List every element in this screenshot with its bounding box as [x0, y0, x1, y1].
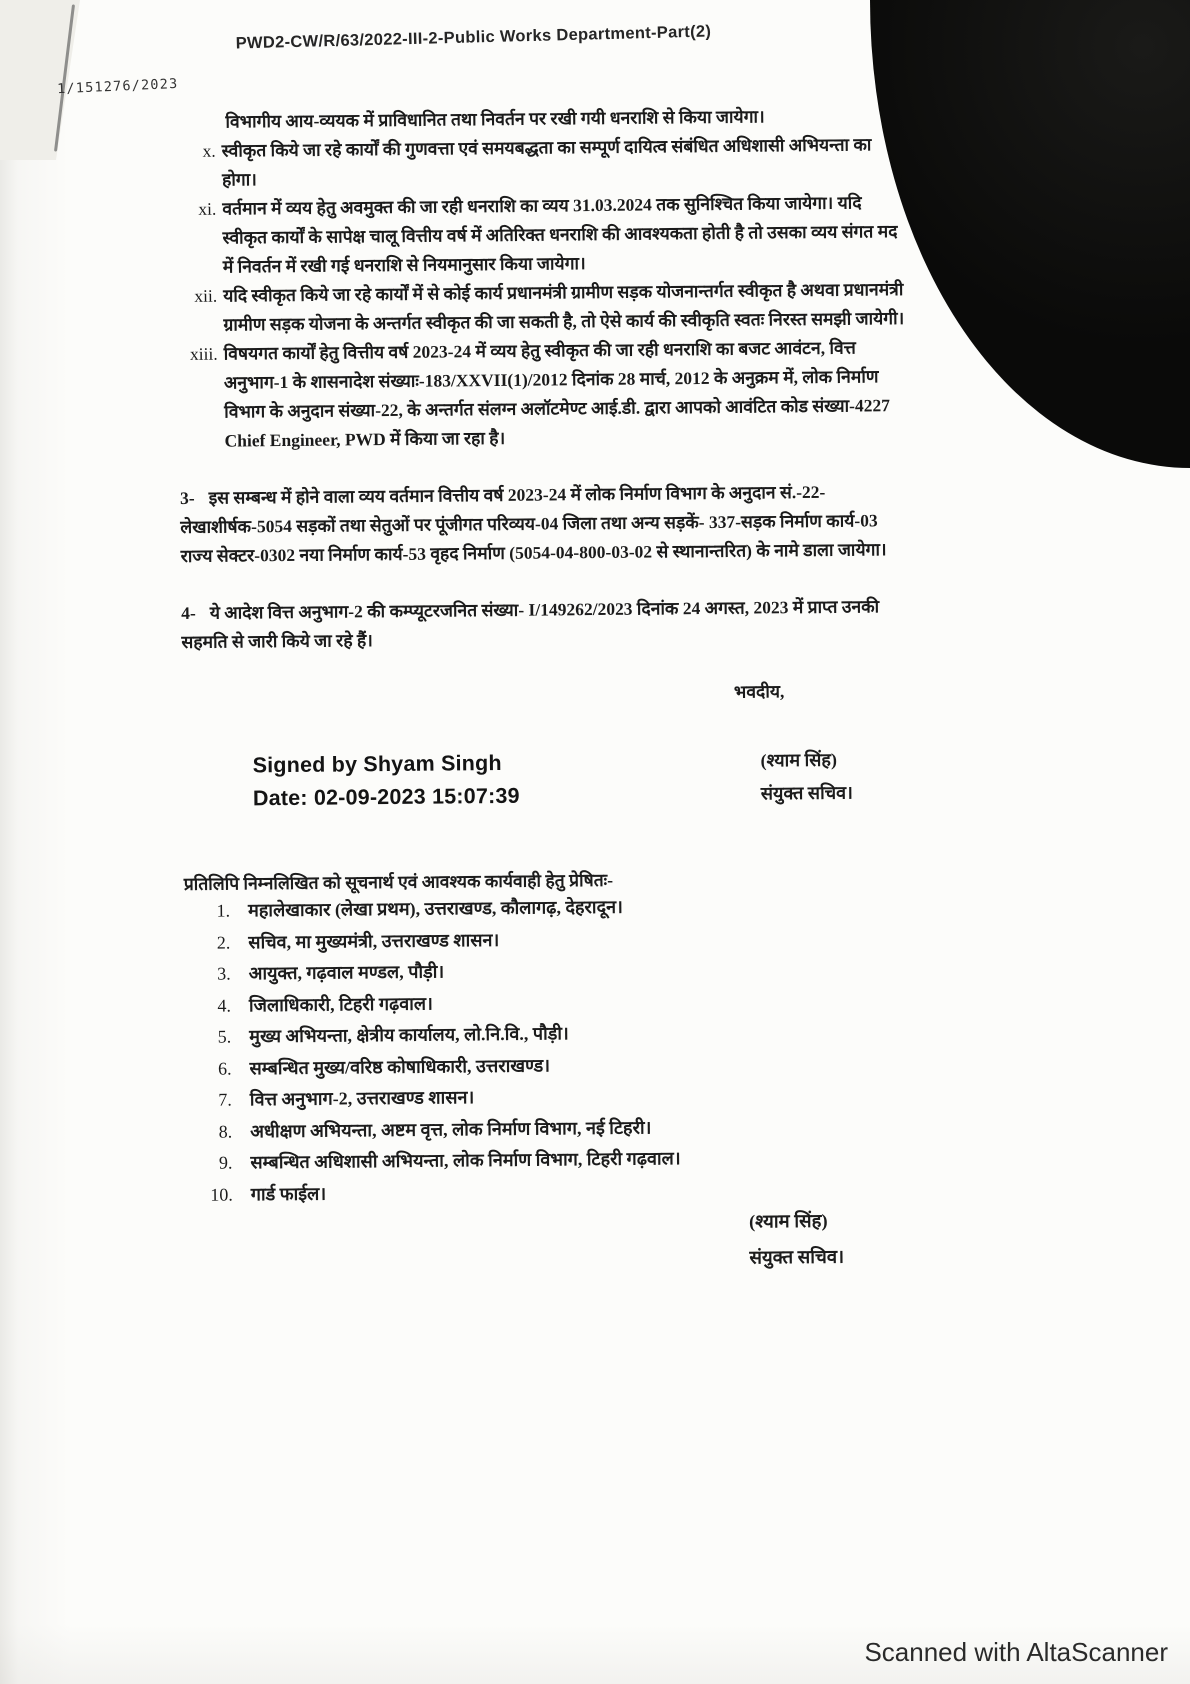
list-number: 5.	[217, 1026, 232, 1047]
paragraph-4	[181, 592, 910, 657]
list-number: 1.	[216, 900, 231, 921]
footer-signature-block	[749, 1204, 844, 1277]
scanner-watermark: Scanned with AltaScanner	[864, 1637, 1168, 1667]
signatory-name-block	[760, 744, 853, 811]
list-text: अधीक्षण अभियन्ता, अष्टम वृत्त, लोक निर्माण विभाग, नई टिहरी।	[250, 1117, 652, 1141]
signatory-title: संयुक्त सचिव।	[749, 1247, 845, 1269]
clause-item-x	[177, 130, 906, 195]
clause-text: वर्तमान में व्यय हेतु अवमुक्त की जा रही धनराशि का व्यय 31.03.2024 तक सुनिश्चित किया जायेगा। यदि स्वीकृत कार्यों के सापेक्ष चालू वित्तीय वर्ष में अतिरिक्त धनराशि की आवश्यकता होती है तो उसका व्यय संगत मद में निवर्तन में रखी गई धनराशि से नियमानुसार किया जायेगा।	[222, 192, 898, 277]
clause-text: स्वीकृत किये जा रहे कार्यों की गुणवत्ता एवं समयबद्धता का सम्पूर्ण दायित्व संबंधित अधिशासी अभियन्ता का होगा।	[221, 134, 872, 190]
list-text: सम्बन्धित अधिशासी अभियन्ता, लोक निर्माण विभाग, टिहरी गढ़वाल।	[250, 1148, 681, 1173]
signatory-name: (श्याम सिंह)	[760, 749, 838, 771]
clause-number: x.	[202, 140, 216, 161]
list-number: 10.	[210, 1184, 233, 1205]
list-text: गार्ड फाईल।	[250, 1183, 327, 1204]
clause-item-xi	[177, 188, 906, 282]
list-text: सम्बन्धित मुख्य/वरिष्ठ कोषाधिकारी, उत्तराखण्ड।	[249, 1054, 551, 1078]
clause-item-xii	[178, 275, 907, 340]
list-number: 9.	[218, 1152, 233, 1173]
letter-body	[176, 101, 910, 712]
computer-ref-number: 1/151276/2023	[56, 75, 179, 98]
signature-date-line: Date: 02-09-2023 15:07:39	[252, 783, 520, 811]
clause-text: विषयगत कार्यों हेतु वित्तीय वर्ष 2023-24 में व्यय हेतु स्वीकृत की जा रही धनराशि का बजट आवंटन, वित्त अनुभाग-1 के शासनादेश संख्याः-183/XXVII(1)/2012 दिनांक 28 मार्च, 2012 के अनुक्रम में, लोक निर्माण विभाग के अनुदान संख्या-22, के अन्तर्गत संलग्न अलॉटमेण्ट आई.डी. द्वारा आपको आवंटित कोड संख्या-4227 Chief Engineer, PWD में किया जा रहा है।	[223, 337, 891, 451]
list-number: 4.	[217, 995, 232, 1016]
signed-by-line: Signed by Shyam Singh	[252, 750, 502, 778]
list-text: आयुक्त, गढ़वाल मण्डल, पौड़ी।	[248, 961, 445, 984]
paragraph-number: 3-	[179, 487, 195, 509]
paragraph-text: इस सम्बन्ध में होने वाला व्यय वर्तमान वित्तीय वर्ष 2023-24 में लोक निर्माण विभाग के अनुदान सं.-22-लेखाशीर्षक-5054 सड़कों तथा सेतुओं पर पूंजीगत परिव्यय-04 जिला तथा अन्य सड़कें- 337-सड़क निर्माण कार्य-03 राज्य सेक्टर-0302 नया निर्माण कार्य-53 वृहद निर्माण (5054-04-800-03-02 से स्थानान्तरित) के नामे डाला जायेगा।	[180, 481, 887, 567]
list-text: जिलाधिकारी, टिहरी गढ़वाल।	[248, 993, 433, 1015]
list-number: 8.	[218, 1121, 233, 1142]
copy-to-list	[184, 889, 897, 1211]
paragraph-3	[180, 477, 909, 571]
list-text: मुख्य अभियन्ता, क्षेत्रीय कार्यालय, लो.नि.वि., पौड़ी।	[249, 1023, 569, 1047]
clause-text: यदि स्वीकृत किये जा रहे कार्यों में से कोई कार्य प्रधानमंत्री ग्रामीण सड़क योजनान्तर्गत स्वीकृत है अथवा प्रधानमंत्री ग्रामीण सड़क योजना के अन्तर्गत स्वीकृत की जा सकती है, तो ऐसे कार्य की स्वीकृति स्वतः निरस्त समझी जायेगी।	[223, 279, 905, 335]
list-text: महालेखाकार (लेखा प्रथम), उत्तराखण्ड, कौलागढ़, देहरादून।	[247, 896, 623, 921]
paragraph-text: ये आदेश वित्त अनुभाग-2 की कम्प्यूटरजनित संख्या- I/149262/2023 दिनांक 24 अगस्त, 2023 में प्राप्त उनकी सहमति से जारी किये जा रहे हैं।	[181, 596, 880, 653]
list-text: वित्त अनुभाग-2, उत्तराखण्ड शासन।	[249, 1087, 475, 1110]
clause-number: xi.	[198, 198, 217, 219]
file-reference-header: PWD2-CW/R/63/2022-III-2-Public Works Department-Part(2)	[235, 22, 712, 53]
copy-to-heading: प्रतिलिपि निम्नलिखित को सूचनार्थ एवं आवश्यक कार्यवाही हेतु प्रेषितः-	[183, 869, 614, 894]
intro-line: विभागीय आय-व्ययक में प्राविधानित तथा निवर्तन पर रखी गयी धनराशि से किया जायेगा।	[225, 106, 765, 132]
signatory-title: संयुक्त सचिव।	[760, 782, 854, 804]
list-number: 2.	[216, 932, 231, 953]
clause-item-xiii	[179, 333, 908, 456]
paragraph-number: 4-	[181, 602, 196, 624]
salutation: भवदीय,	[733, 681, 785, 702]
list-number: 3.	[217, 963, 231, 984]
list-text: सचिव, मा मुख्यमंत्री, उत्तराखण्ड शासन।	[248, 929, 500, 952]
signature-block	[183, 743, 912, 816]
clause-number: xiii.	[189, 343, 218, 364]
signatory-name: (श्याम सिंह)	[748, 1211, 828, 1233]
list-number: 7.	[218, 1089, 232, 1110]
list-number: 6.	[217, 1058, 232, 1079]
clause-number: xii.	[194, 285, 218, 306]
digital-signature	[252, 747, 519, 816]
